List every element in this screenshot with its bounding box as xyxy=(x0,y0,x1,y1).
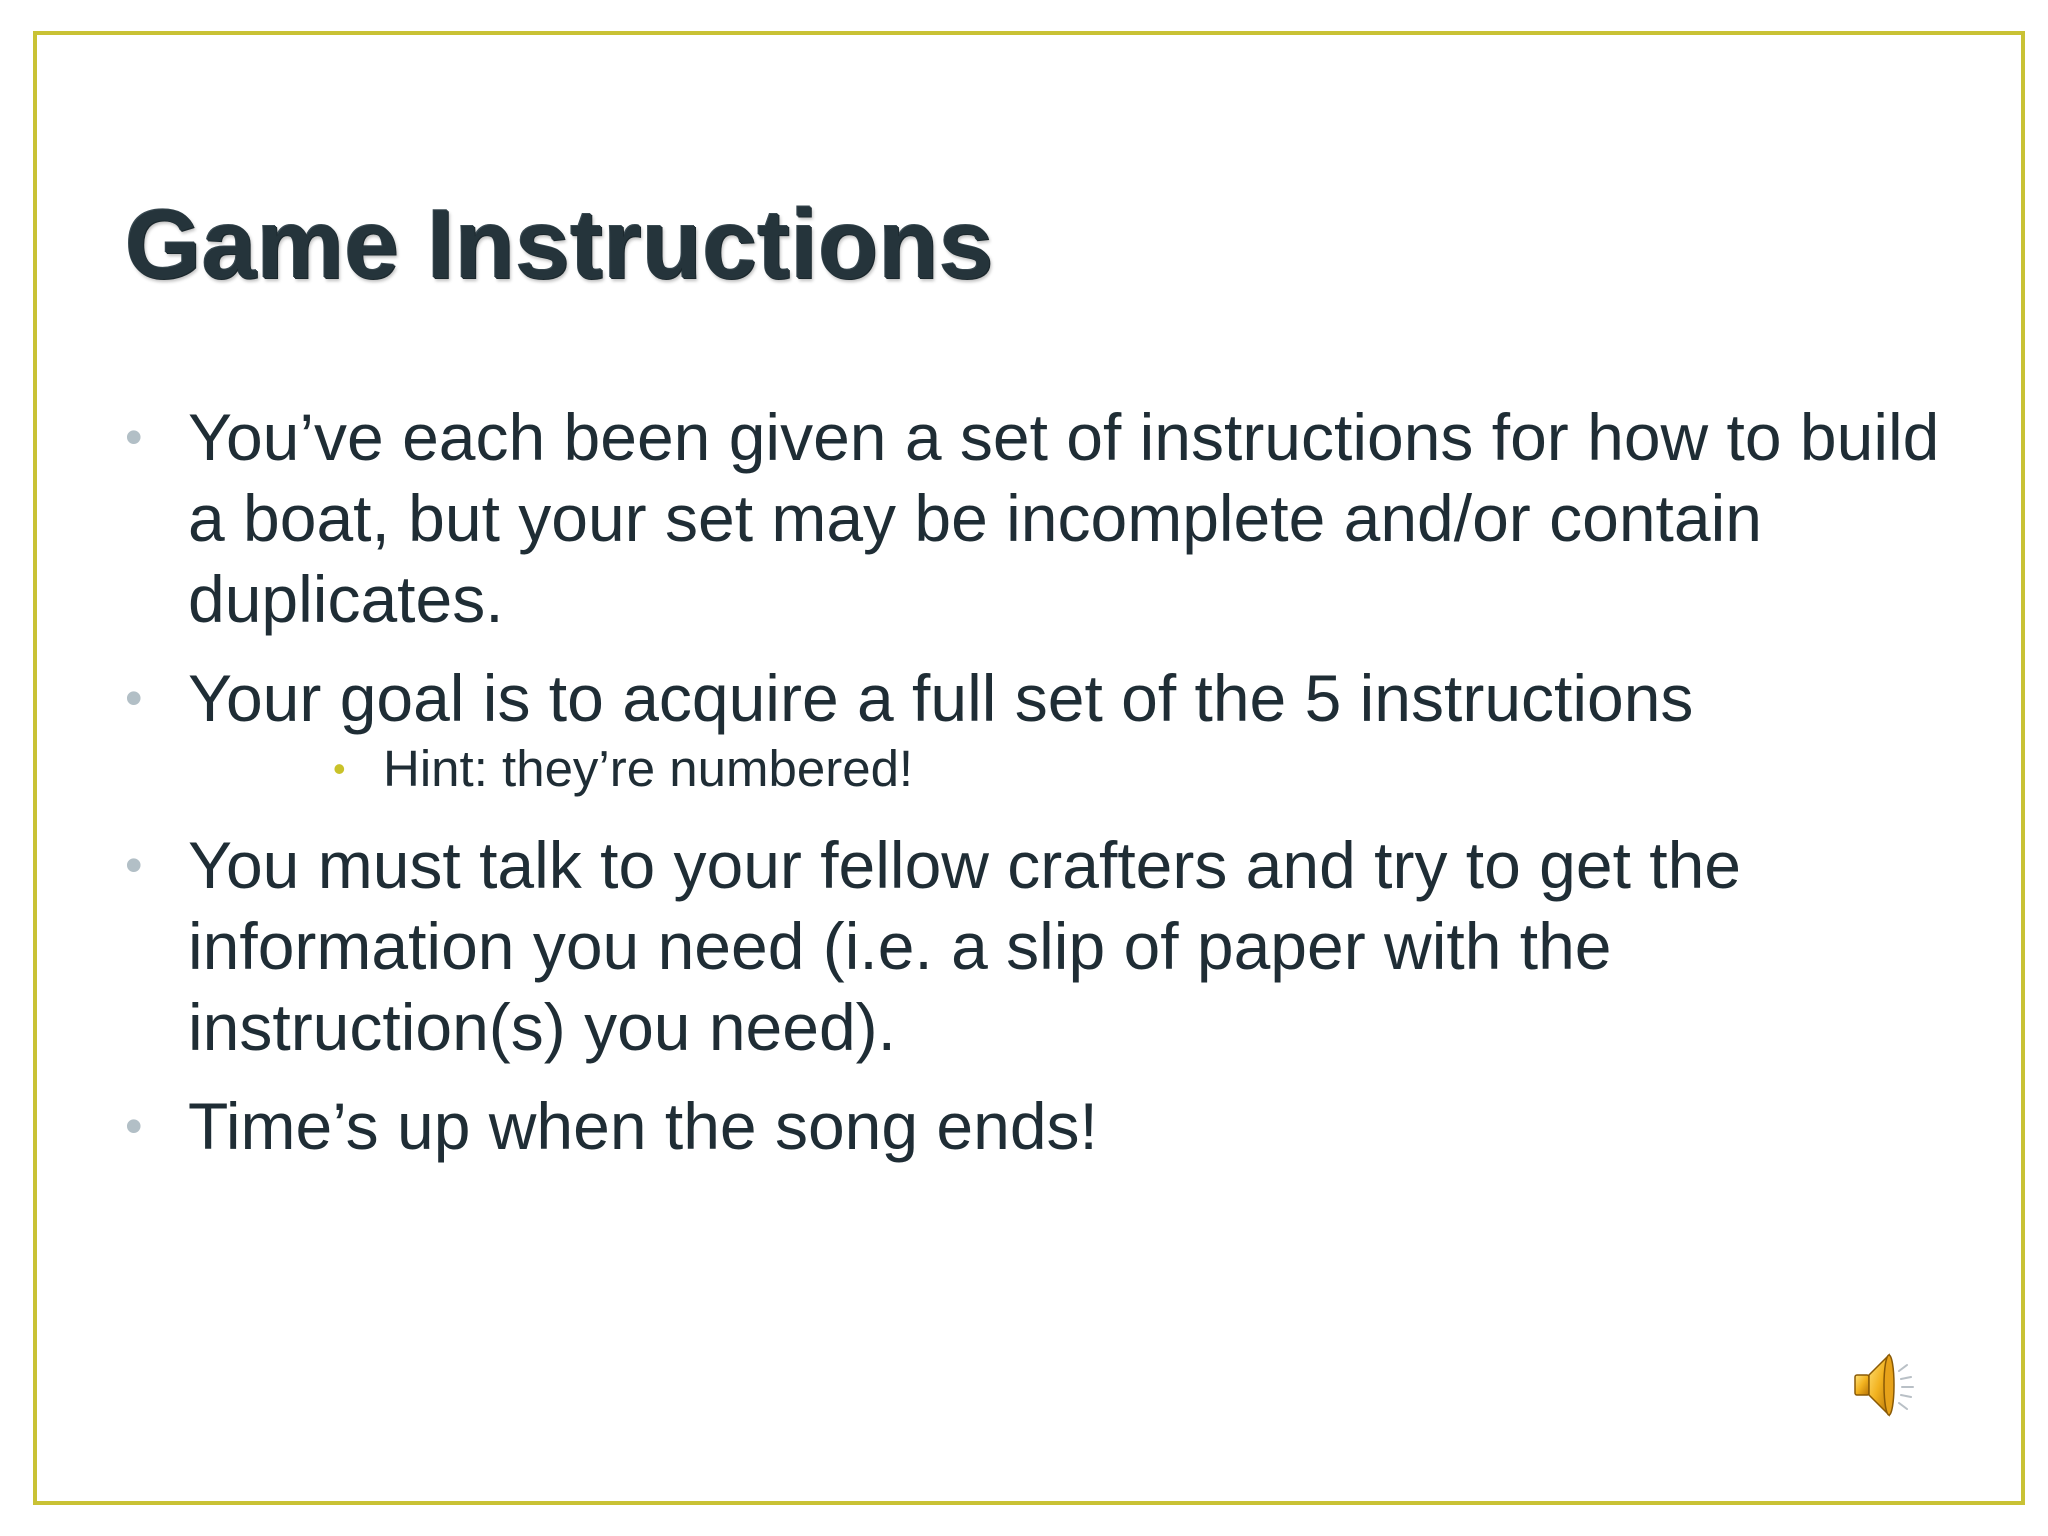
speaker-icon[interactable] xyxy=(1849,1345,1921,1425)
bullet-list xyxy=(125,397,1945,1185)
bullet-item xyxy=(125,1086,1945,1167)
speaker-icon-graphic xyxy=(1849,1345,1921,1425)
bullet-marker: • xyxy=(125,1098,143,1154)
slide xyxy=(33,31,2025,1505)
slide-title: Game Instructions xyxy=(125,189,994,299)
bullet-text: Your goal is to acquire a full set of the 5 instructions xyxy=(188,661,1694,735)
sub-bullet-text: Hint: they’re numbered! xyxy=(383,740,914,797)
bullet-text: You must talk to your fellow crafters and try to get the information you need (i.e. a slip of paper with the instruction(s) you need). xyxy=(188,828,1741,1064)
bullet-text: You’ve each been given a set of instructions for how to build a boat, but your set may be incomplete and/or contain duplicates. xyxy=(188,400,1940,636)
bullet-item xyxy=(125,658,1945,739)
sub-bullet-marker: • xyxy=(333,748,346,789)
bullet-marker: • xyxy=(125,837,143,893)
bullet-text: Time’s up when the song ends! xyxy=(188,1089,1098,1163)
bullet-item xyxy=(125,825,1945,1068)
bullet-marker: • xyxy=(125,670,143,726)
bullet-marker: • xyxy=(125,409,143,465)
sub-bullet-item xyxy=(333,739,1945,799)
bullet-item xyxy=(125,397,1945,640)
